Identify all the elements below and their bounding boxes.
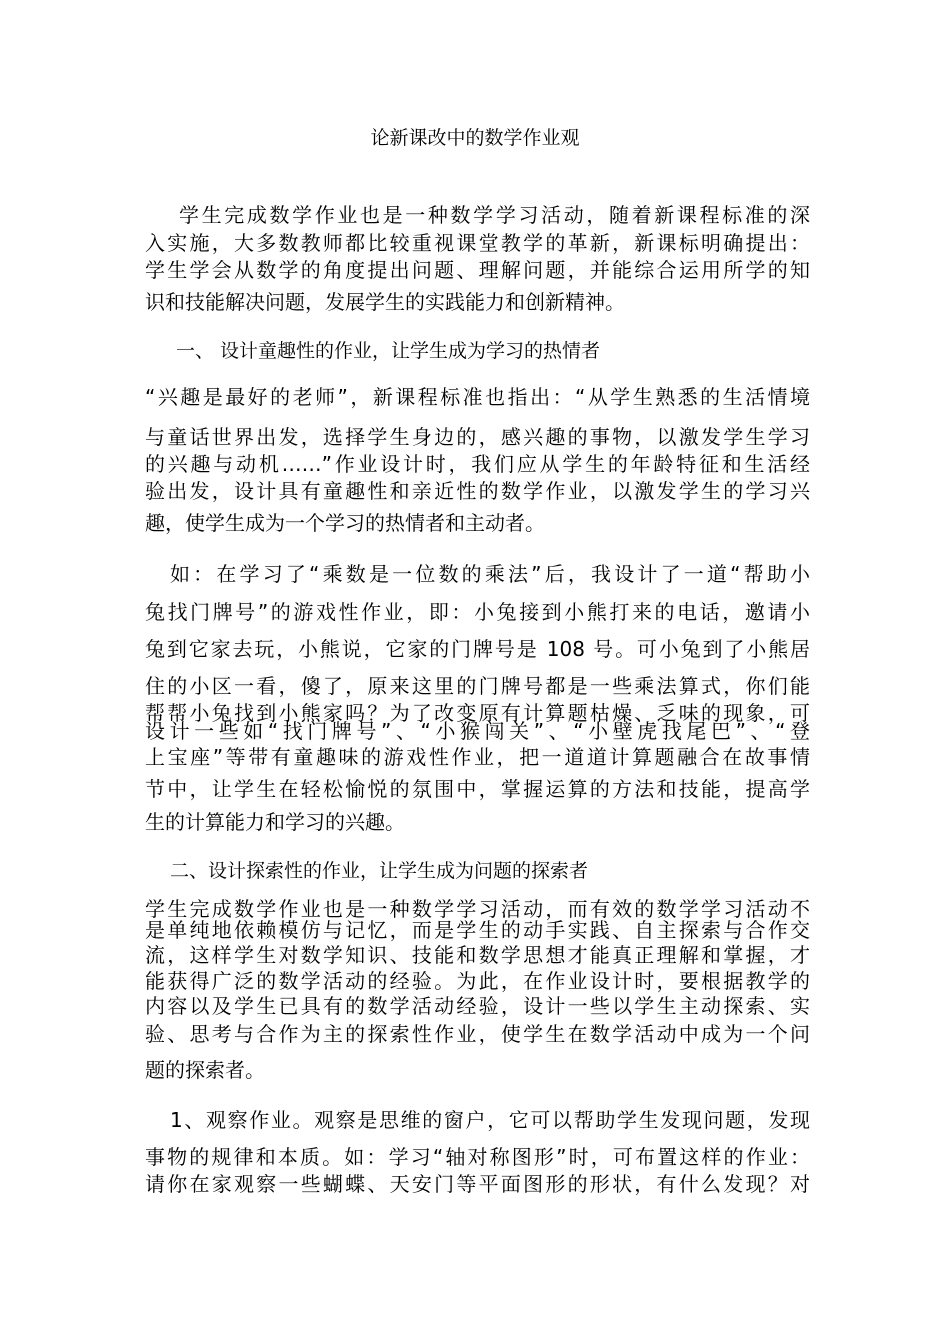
text-line: 验、思考与合作为主的探索性作业，使学生在数学活动中成为一个问	[145, 1022, 810, 1046]
text-line: 识和技能解决问题，发展学生的实践能力和创新精神。	[145, 290, 625, 314]
text-line: 的兴趣与动机……”作业设计时，我们应从学生的年龄特征和生活经	[145, 452, 810, 476]
text-line: 学生完成数学作业也是一种数学学习活动，随着新课程标准的深	[179, 203, 810, 227]
text-line: 验出发，设计具有童趣性和亲近性的数学作业，以激发学生的学习兴	[145, 479, 810, 503]
section-heading-2: 二、设计探索性的作业，让学生成为问题的探索者	[170, 860, 589, 882]
text-line: 学生完成数学作业也是一种数学学习活动，而有效的数学学习活动不	[145, 897, 810, 921]
text-line: 帮帮小兔找到小熊家吗？为了改变原有计算题枯燥、乏味的现象，可	[145, 701, 810, 725]
text-line: 是单纯地依赖模仿与记忆，而是学生的动手实践、自主探索与合作交	[145, 918, 810, 942]
text-line: 兔到它家去玩，小熊说，它家的门牌号是 108 号。可小兔到了小熊居	[145, 637, 810, 661]
text-line: 兔找门牌号”的游戏性作业，即：小兔接到小熊打来的电话，邀请小	[145, 600, 810, 624]
text-line: 设计一些如“找门牌号”、“小猴闯关”、“小壁虎找尾巴”、“登	[145, 719, 810, 743]
text-line: “兴趣是最好的老师”，新课程标准也指出：“从学生熟悉的生活情境	[145, 385, 810, 409]
text-line: 入实施，大多数教师都比较重视课堂教学的革新，新课标明确提出：	[145, 231, 810, 255]
text-line: 节中，让学生在轻松愉悦的氛围中，掌握运算的方法和技能，提高学	[145, 777, 810, 801]
text-line: 请你在家观察一些蝴蝶、天安门等平面图形的形状，有什么发现？对	[145, 1172, 810, 1196]
text-line: 内容以及学生已具有的数学活动经验，设计一些以学生主动探索、实	[145, 994, 810, 1018]
text-line: 住的小区一看，傻了，原来这里的门牌号都是一些乘法算式，你们能	[145, 674, 810, 698]
text-line: 学生学会从数学的角度提出问题、理解问题，并能综合运用所学的知	[145, 258, 810, 282]
text-line: 与童话世界出发，选择学生身边的，感兴趣的事物，以激发学生学习	[145, 425, 810, 449]
text-line: 1、观察作业。观察是思维的窗户，它可以帮助学生发现问题，发现	[170, 1108, 810, 1132]
text-line: 事物的规律和本质。如：学习“轴对称图形”时，可布置这样的作业：	[145, 1145, 810, 1169]
section-heading-1: 一、 设计童趣性的作业，让学生成为学习的热情者	[176, 340, 601, 362]
text-line: 如：在学习了“乘数是一位数的乘法”后，我设计了一道“帮助小	[170, 562, 810, 586]
document-title: 论新课改中的数学作业观	[370, 127, 580, 149]
text-line: 生的计算能力和学习的兴趣。	[145, 810, 405, 834]
text-line: 题的探索者。	[145, 1058, 265, 1082]
text-line: 流，这样学生对数学知识、技能和数学思想才能真正理解和掌握，才	[145, 943, 810, 967]
text-line: 上宝座”等带有童趣味的游戏性作业，把一道道计算题融合在故事情	[145, 745, 810, 769]
text-line: 趣，使学生成为一个学习的热情者和主动者。	[145, 511, 545, 535]
text-line: 能获得广泛的数学活动的经验。为此，在作业设计时，要根据教学的	[145, 969, 810, 993]
